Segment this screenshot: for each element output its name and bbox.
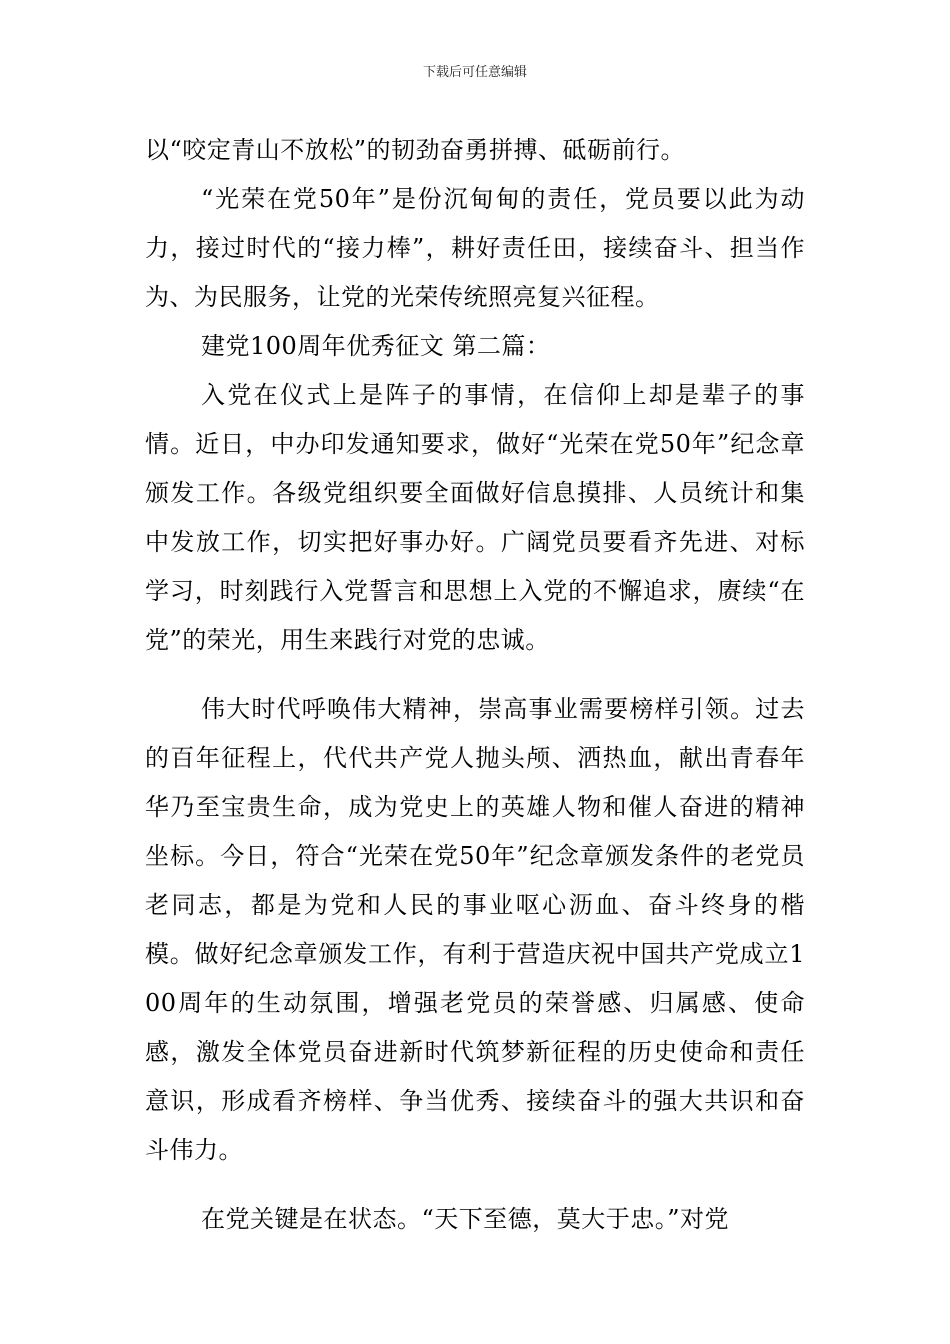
paragraph-gap [145,1175,805,1195]
page-header: 下载后可任意编辑 [422,65,527,80]
document-body [145,126,805,1244]
paragraph-gap [145,665,805,685]
paragraph-honor-responsibility: “光荣在党50年”是份沉甸甸的责任，党员要以此为动力，接过时代的“接力棒”，耕好责任田，接续奋斗、担当作为、为民服务，让党的光荣传统照亮复兴征程。 [145,185,805,311]
paragraph-great-era: 伟大时代呼唤伟大精神，崇高事业需要榜样引领。过去的百年征程上，代代共产党人抛头颅、洒热血，献出青春年华乃至宝贵生命，成为党史上的英雄人物和催人奋进的精神坐标。今日，符合“光荣在党50年”纪念章颁发条件的老党员老同志，都是为党和人民的事业呕心沥血、奋斗终身的楷模。做好纪念章颁发工作，有利于营造庆祝中国共产党成立100周年的生动氛围，增强老党员的荣誉感、归属感、使命感，激发全体党员奋进新时代筑梦新征程的历史使命和责任意识，形成看齐榜样、争当优秀、接续奋斗的强大共识和奋斗伟力。 [145,695,805,1164]
paragraph-joining-party: 入党在仪式上是阵子的事情，在信仰上却是辈子的事情。近日，中办印发通知要求，做好“光荣在党50年”纪念章颁发工作。各级党组织要全面做好信息摸排、人员统计和集中发放工作，切实把好事办好。广阔党员要看齐先进、对标学习，时刻践行入党誓言和思想上入党的不懈追求，赓续“在党”的荣光，用生来践行对党的忠诚。 [145,381,805,654]
section-title: 建党100周年优秀征文 第二篇： [201,332,551,360]
paragraph-continuation: 以“咬定青山不放松”的韧劲奋勇拼搏、砥砺前行。 [145,136,686,164]
paragraph-key-state: 在党关键是在状态。“天下至德，莫大于忠。”对党 [201,1205,730,1233]
